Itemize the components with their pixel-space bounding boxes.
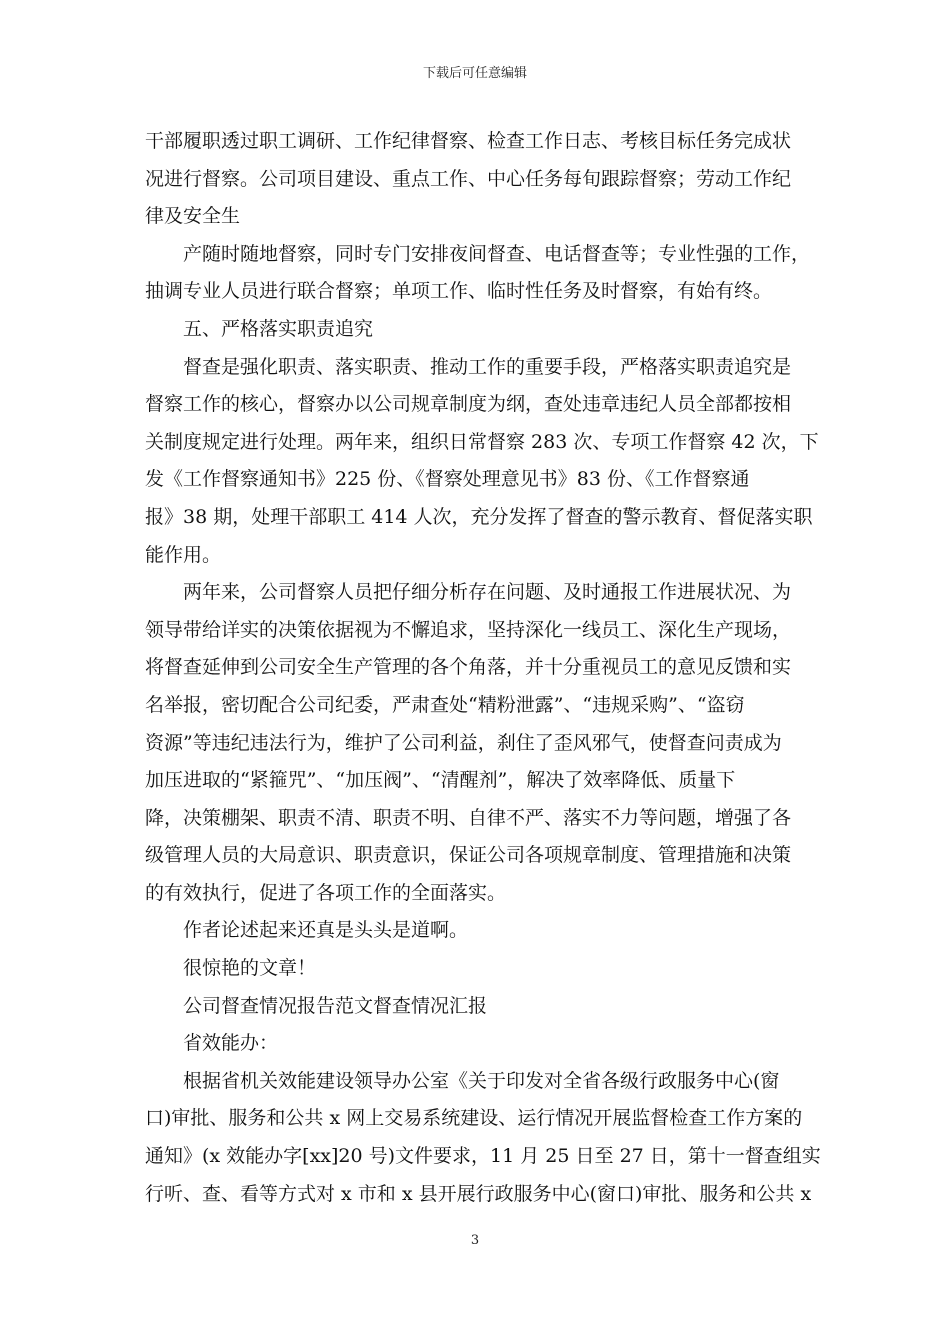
- text-line: 两年来，公司督察人员把仔细分析存在问题、及时通报工作进展状况、为: [183, 581, 792, 604]
- text-line: 口)审批、服务和公共 x 网上交易系统建设、运行情况开展监督检查工作方案的: [145, 1107, 803, 1130]
- text-line: 降，决策棚架、职责不清、职责不明、自律不严、落实不力等问题，增强了各: [145, 806, 792, 829]
- text-line: 将督查延伸到公司安全生产管理的各个角落，并十分重视员工的意见反馈和实: [145, 656, 792, 679]
- text-line: 能作用。: [145, 543, 222, 566]
- text-line: 督察工作的核心，督察办以公司规章制度为纲，查处违章违纪人员全部都按相: [145, 393, 792, 416]
- comment-line: 作者论述起来还真是头头是道啊。: [183, 919, 469, 942]
- text-line: 行听、查、看等方式对 x 市和 x 县开展行政服务中心(窗口)审批、服务和公共 x: [145, 1182, 812, 1205]
- text-line: 发《工作督察通知书》225 份、《督察处理意见书》83 份、《工作督察通: [145, 468, 750, 491]
- comment-line: 很惊艳的文章！: [183, 957, 317, 980]
- salutation: 省效能办：: [183, 1032, 279, 1055]
- text-line: 关制度规定进行处理。两年来，组织日常督察 283 次、专项工作督察 42 次，下: [145, 430, 819, 453]
- text-line: 的有效执行，促进了各项工作的全面落实。: [145, 881, 507, 904]
- text-line: 领导带给详实的决策依据视为不懈追求，坚持深化一线员工、深化生产现场，: [145, 618, 792, 641]
- text-line: 级管理人员的大局意识、职责意识，保证公司各项规章制度、管理措施和决策: [145, 844, 792, 867]
- text-line: 通知》(x 效能办字[xx]20 号)文件要求，11 月 25 日至 27 日，第十一督查组实: [145, 1145, 821, 1168]
- page-header: 下载后可任意编辑: [422, 66, 527, 81]
- text-line: 资源”等违纪违法行为，维护了公司利益，刹住了歪风邪气，使督查问责成为: [145, 731, 782, 754]
- page-number: 3: [470, 1233, 480, 1248]
- text-line: 督查是强化职责、落实职责、推动工作的重要手段，严格落实职责追究是: [183, 355, 792, 378]
- text-line: 报》38 期，处理干部职工 414 人次，充分发挥了督查的警示教育、督促落实职: [145, 505, 813, 528]
- text-line: 律及安全生: [145, 205, 241, 228]
- text-line: 根据省机关效能建设领导办公室《关于印发对全省各级行政服务中心(窗: [183, 1069, 780, 1092]
- text-line: 加压进取的“紧箍咒”、“加压阀”、“清醒剂”，解决了效率降低、质量下: [145, 769, 736, 792]
- document-body: [145, 123, 821, 1213]
- article-title: 公司督查情况报告范文督查情况汇报: [183, 994, 488, 1017]
- text-line: 产随时随地督察，同时专门安排夜间督查、电话督查等；专业性强的工作，: [183, 242, 811, 265]
- text-line: 抽调专业人员进行联合督察；单项工作、临时性任务及时督察，有始有终。: [145, 280, 773, 303]
- text-line: 名举报，密切配合公司纪委，严肃查处“精粉泄露”、“违规采购”、“盗窃: [145, 693, 745, 716]
- text-line: 况进行督察。公司项目建设、重点工作、中心任务每旬跟踪督察；劳动工作纪: [145, 167, 792, 190]
- section-heading: 五、严格落实职责追究: [183, 317, 374, 340]
- text-line: 干部履职透过职工调研、工作纪律督察、检查工作日志、考核目标任务完成状: [145, 130, 792, 152]
